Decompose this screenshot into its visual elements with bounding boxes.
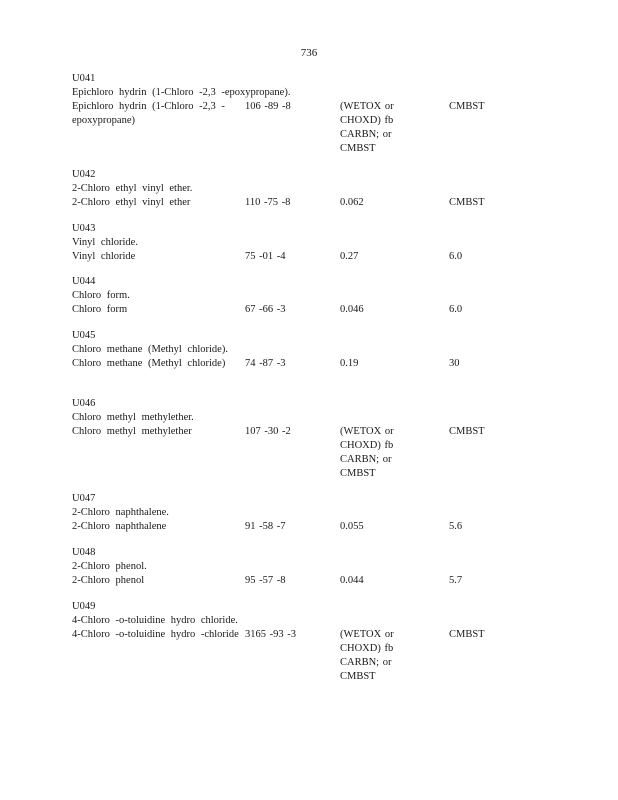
- nonwastewater-standard: 6.0: [449, 304, 463, 315]
- waste-entry-u041: [72, 72, 542, 154]
- constituent-row: [72, 100, 542, 154]
- cas-number: 91 -58 -7: [245, 521, 286, 532]
- nonwastewater-standard: 5.6: [449, 521, 463, 532]
- page-number: 736: [300, 47, 318, 59]
- constituent-row: [72, 425, 542, 479]
- waste-entry-u045: [72, 329, 542, 371]
- nonwastewater-standard: CMBST: [449, 629, 485, 640]
- constituent-name: 2-Chloro naphthalene: [72, 521, 167, 532]
- cas-number: 107 -30 -2: [245, 426, 291, 437]
- constituent-row: [72, 628, 542, 682]
- waste-entry-u047: [72, 492, 542, 534]
- wastewater-standard: 0.044: [340, 575, 364, 586]
- nonwastewater-standard: 5.7: [449, 575, 463, 586]
- waste-title: Vinyl chloride.: [72, 237, 138, 248]
- cas-number: 95 -57 -8: [245, 575, 286, 586]
- constituent-name: Vinyl chloride: [72, 251, 136, 262]
- nonwastewater-standard: CMBST: [449, 197, 485, 208]
- cas-number: 3165 -93 -3: [245, 629, 296, 640]
- constituent-name: 2-Chloro phenol: [72, 575, 145, 586]
- nonwastewater-standard: 30: [449, 358, 460, 369]
- waste-code: U049: [72, 601, 96, 612]
- waste-code: U047: [72, 493, 96, 504]
- nonwastewater-standard: CMBST: [449, 426, 485, 437]
- waste-title: Chloro methyl methylether.: [72, 412, 194, 423]
- cas-number: 75 -01 -4: [245, 251, 286, 262]
- waste-entry-u048: [72, 546, 542, 588]
- constituent-name: Chloro form: [72, 304, 128, 315]
- waste-title: Chloro form.: [72, 290, 130, 301]
- waste-entry-u046: [72, 397, 542, 479]
- constituent-row: [72, 357, 542, 371]
- waste-code: U042: [72, 169, 96, 180]
- constituent-name: 4-Chloro -o-toluidine hydro -chloride: [72, 629, 239, 640]
- constituent-name: 2-Chloro ethyl vinyl ether: [72, 197, 191, 208]
- waste-entry-u049: [72, 600, 542, 682]
- cas-number: 67 -66 -3: [245, 304, 286, 315]
- waste-entry-u042: [72, 168, 542, 210]
- nonwastewater-standard: CMBST: [449, 101, 485, 112]
- constituent-row: [72, 520, 542, 534]
- waste-title: 2-Chloro ethyl vinyl ether.: [72, 183, 193, 194]
- wastewater-standard: 0.19: [340, 358, 359, 369]
- waste-code: U041: [72, 73, 96, 84]
- constituent-name: Epichloro hydrin (1-Chloro -2,3 -epoxypropane): [72, 101, 225, 126]
- waste-title: 4-Chloro -o-toluidine hydro chloride.: [72, 615, 238, 626]
- waste-code: U043: [72, 223, 96, 234]
- wastewater-standard: (WETOX or CHOXD) fb CARBN; or CMBST: [340, 426, 394, 479]
- waste-title: 2-Chloro phenol.: [72, 561, 147, 572]
- wastewater-standard: (WETOX or CHOXD) fb CARBN; or CMBST: [340, 101, 394, 154]
- waste-code: U048: [72, 547, 96, 558]
- constituent-name: Chloro methane (Methyl chloride): [72, 358, 226, 369]
- waste-title: 2-Chloro naphthalene.: [72, 507, 169, 518]
- cas-number: 74 -87 -3: [245, 358, 286, 369]
- wastewater-standard: 0.27: [340, 251, 359, 262]
- constituent-name: Chloro methyl methylether: [72, 426, 192, 437]
- waste-code: U044: [72, 276, 96, 287]
- waste-entry-u044: [72, 275, 542, 317]
- wastewater-standard: 0.062: [340, 197, 364, 208]
- waste-entry-u043: [72, 222, 542, 264]
- constituent-row: [72, 574, 542, 588]
- nonwastewater-standard: 6.0: [449, 251, 463, 262]
- constituent-row: [72, 303, 542, 317]
- constituent-row: [72, 196, 542, 210]
- waste-title: Epichloro hydrin (1-Chloro -2,3 -epoxypropane).: [72, 87, 291, 98]
- wastewater-standard: (WETOX or CHOXD) fb CARBN; or CMBST: [340, 629, 394, 682]
- wastewater-standard: 0.055: [340, 521, 364, 532]
- wastewater-standard: 0.046: [340, 304, 364, 315]
- waste-code: U046: [72, 398, 96, 409]
- cas-number: 110 -75 -8: [245, 197, 291, 208]
- waste-code: U045: [72, 330, 96, 341]
- cas-number: 106 -89 -8: [245, 101, 291, 112]
- constituent-row: [72, 250, 542, 264]
- waste-title: Chloro methane (Methyl chloride).: [72, 344, 228, 355]
